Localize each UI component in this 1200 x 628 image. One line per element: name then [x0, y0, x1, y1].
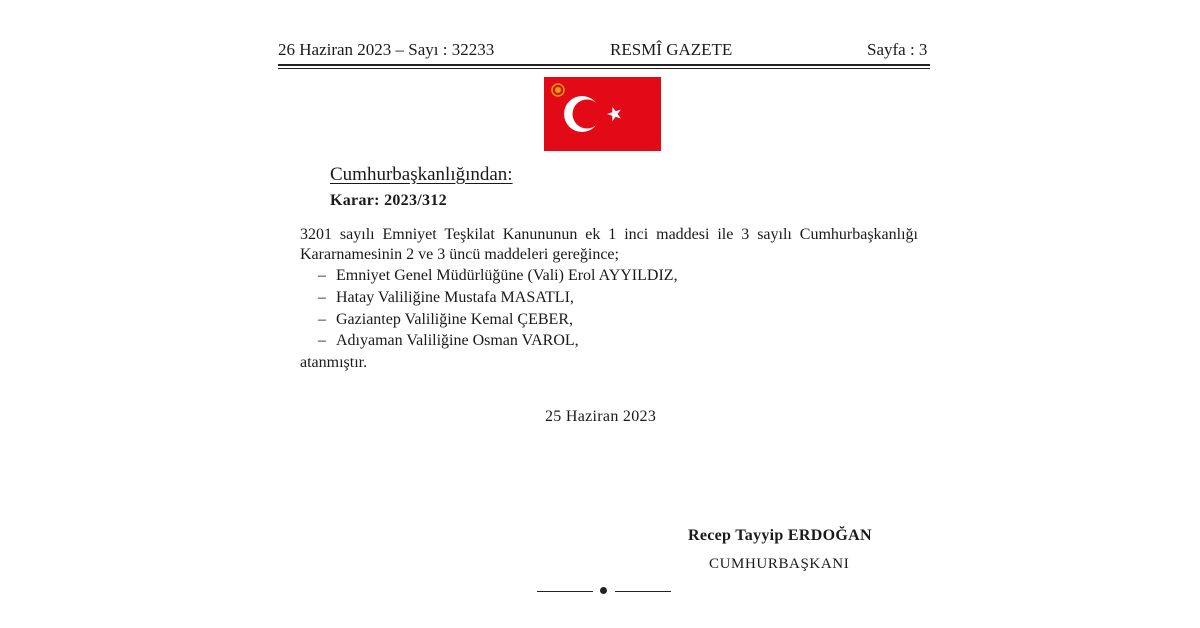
appointment-text: Emniyet Genel Müdürlüğüne (Vali) Erol AYYILDIZ, — [336, 267, 678, 284]
end-divider-right — [615, 591, 671, 592]
presidential-flag-icon — [544, 77, 661, 151]
signer-title: CUMHURBAŞKANI — [709, 556, 850, 572]
emblem-sun-core — [555, 87, 561, 93]
header-rule — [278, 64, 930, 66]
appointment-item — [318, 289, 574, 307]
intro-line-1: 3201 sayılı Emniyet Teşkilat Kanununun ek 1 inci maddesi ile 3 sayılı Cumhurbaşkanlığı — [300, 226, 918, 243]
appointment-item — [318, 332, 579, 350]
header-page-number: Sayfa : 3 — [867, 40, 928, 59]
decision-number: Karar: 2023/312 — [330, 192, 447, 209]
appointment-item — [318, 311, 573, 329]
header-issue-date: 26 Haziran 2023 – Sayı : 32233 — [278, 40, 495, 59]
header-gazette-name: RESMÎ GAZETE — [610, 40, 733, 59]
list-dash: – — [318, 289, 326, 306]
signer-name: Recep Tayyip ERDOĞAN — [688, 527, 872, 544]
appointment-text: Hatay Valiliğine Mustafa MASATLI, — [336, 289, 574, 306]
intro-line-2: Kararnamesinin 2 ve 3 üncü maddeleri gereğince; — [300, 246, 619, 263]
flag-field — [544, 77, 661, 151]
end-divider-dot — [600, 587, 607, 594]
list-dash: – — [318, 267, 326, 284]
issuer-heading: Cumhurbaşkanlığından: — [330, 164, 513, 185]
flag-crescent-inner — [573, 100, 602, 129]
appointment-text: Adıyaman Valiliğine Osman VAROL, — [336, 332, 579, 349]
header-rule-thin — [278, 68, 930, 69]
appointment-item — [318, 267, 678, 285]
closing-text: atanmıştır. — [300, 354, 368, 371]
list-dash: – — [318, 311, 326, 328]
decree-date: 25 Haziran 2023 — [545, 408, 657, 425]
list-dash: – — [318, 332, 326, 349]
appointment-text: Gaziantep Valiliğine Kemal ÇEBER, — [336, 311, 573, 328]
intro-paragraph — [300, 225, 918, 265]
end-divider-left — [537, 591, 593, 592]
